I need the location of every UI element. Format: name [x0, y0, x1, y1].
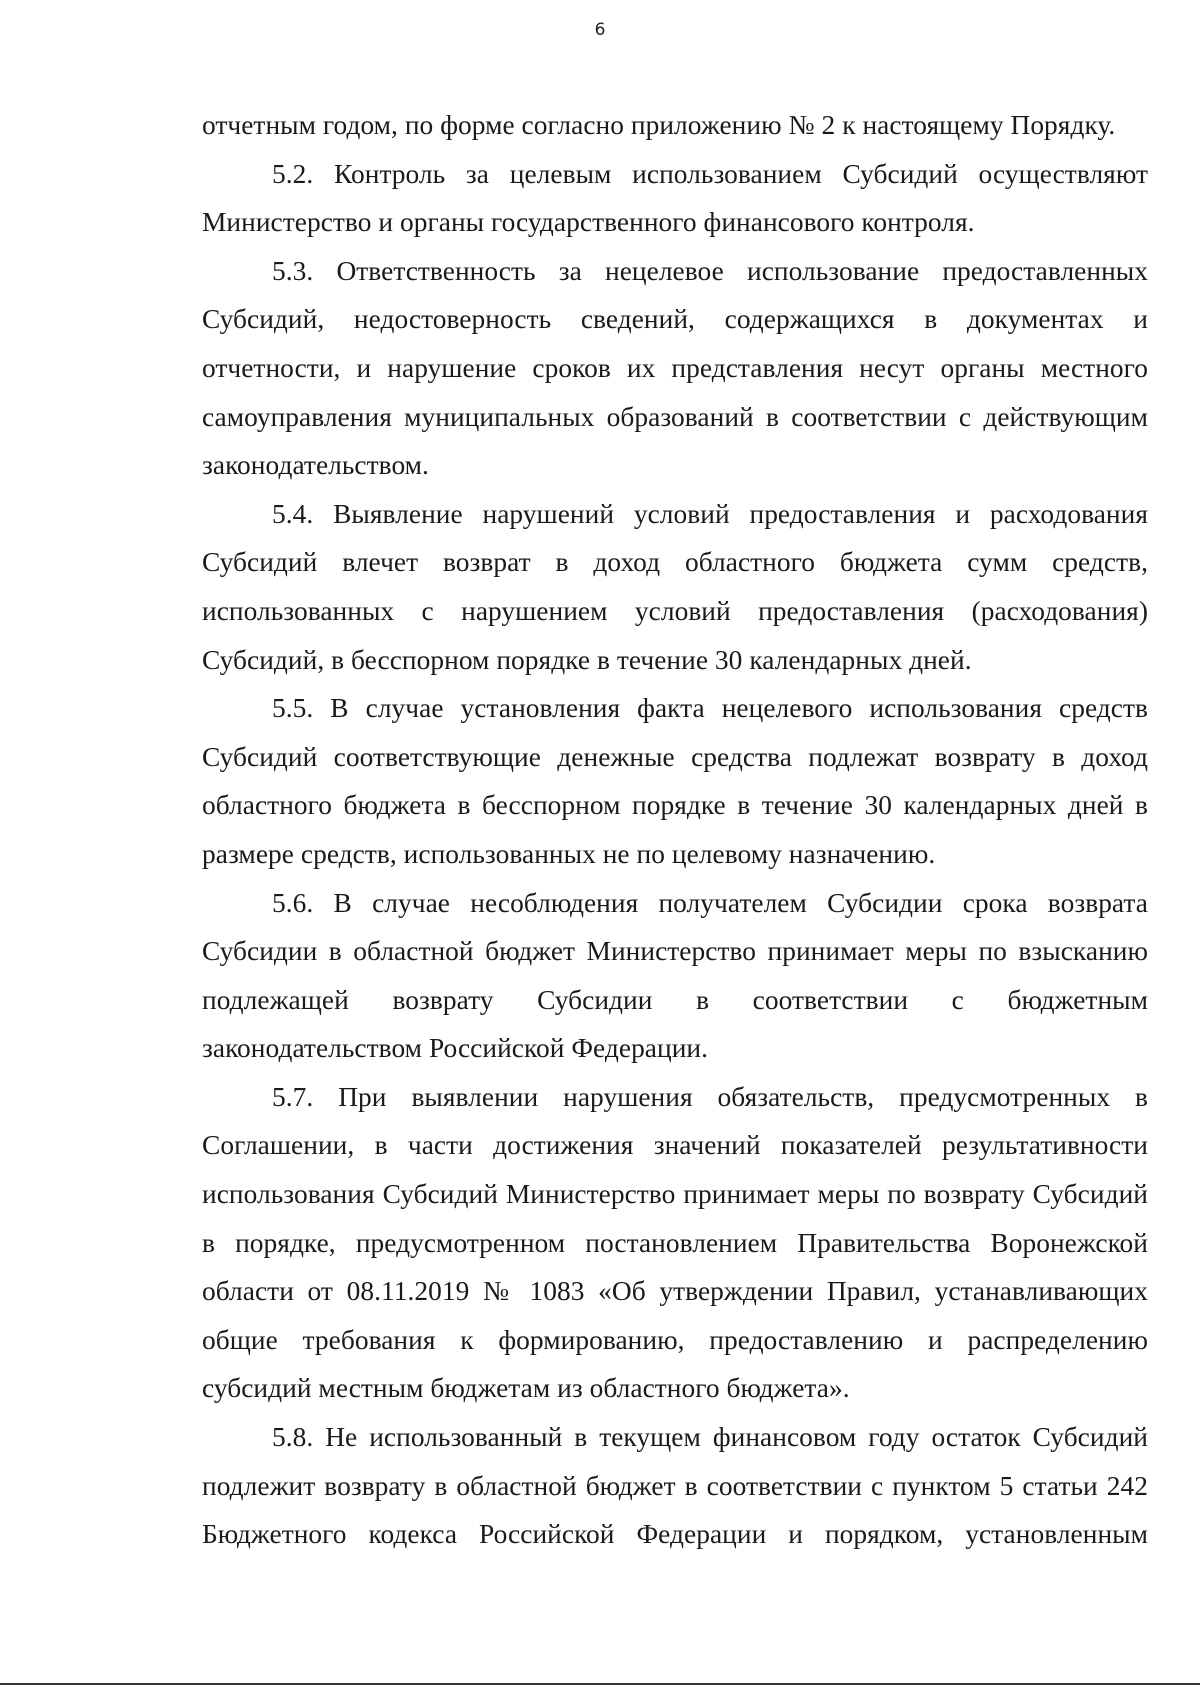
paragraph-5-6: 5.6. В случае несоблюдения получателем Субсидии срока возврата Субсидии в областной бюджет Министерство принимает меры по взысканию подлежащей возврату Субсидии в соответствии с бюджетным законодательством Российской Федерации.: [202, 887, 1148, 1064]
paragraph-5-4: 5.4. Выявление нарушений условий предоставления и расходования Субсидий влечет возврат в доход областного бюджета сумм средств, использованных с нарушением условий предоставления (расходования) Субсидий, в бесспорном порядке в течение 30 календарных дней.: [202, 498, 1148, 675]
paragraph-5-5: 5.5. В случае установления факта нецелевого использования средств Субсидий соответствующие денежные средства подлежат возврату в доход областного бюджета в бесспорном порядке в течение 30 календарных дней в размере средств, использованных не по целевому назначению.: [202, 693, 1148, 869]
paragraph-5-7: 5.7. При выявлении нарушения обязательств, предусмотренных в Соглашении, в части достижения значений показателей результативности использования Субсидий Министерство принимает меры по возврату Субсидий в порядке, предусмотренном постановлением Правительства Воронежской области от 08.11.2019 № 1083 «Об утверждении Правил, устанавливающих общие требования к формированию, предоставлению и распределению субсидий местным бюджетам из областного бюджета».: [202, 1081, 1148, 1404]
document-body: [202, 101, 1148, 1559]
paragraph-continuation: отчетным годом, по форме согласно приложению № 2 к настоящему Порядку.: [202, 110, 1116, 140]
paragraph-5-2: 5.2. Контроль за целевым использованием Субсидий осуществляют Министерство и органы государственного финансового контроля.: [202, 158, 1148, 238]
paragraph-5-8: 5.8. Не использованный в текущем финансовом году остаток Субсидий подлежит возврату в областной бюджет в соответствии с пунктом 5 статьи 242 Бюджетного кодекса Российской Федерации и порядком, установленным: [202, 1422, 1148, 1550]
page-number: 6: [594, 20, 606, 40]
paragraph-5-3: 5.3. Ответственность за нецелевое использование предоставленных Субсидий, недостоверность сведений, содержащихся в документах и отчетности, и нарушение сроков их представления несут органы местного самоуправления муниципальных образований в соответствии с действующим законодательством.: [202, 255, 1148, 481]
page-bottom-rule: [0, 1683, 1200, 1685]
